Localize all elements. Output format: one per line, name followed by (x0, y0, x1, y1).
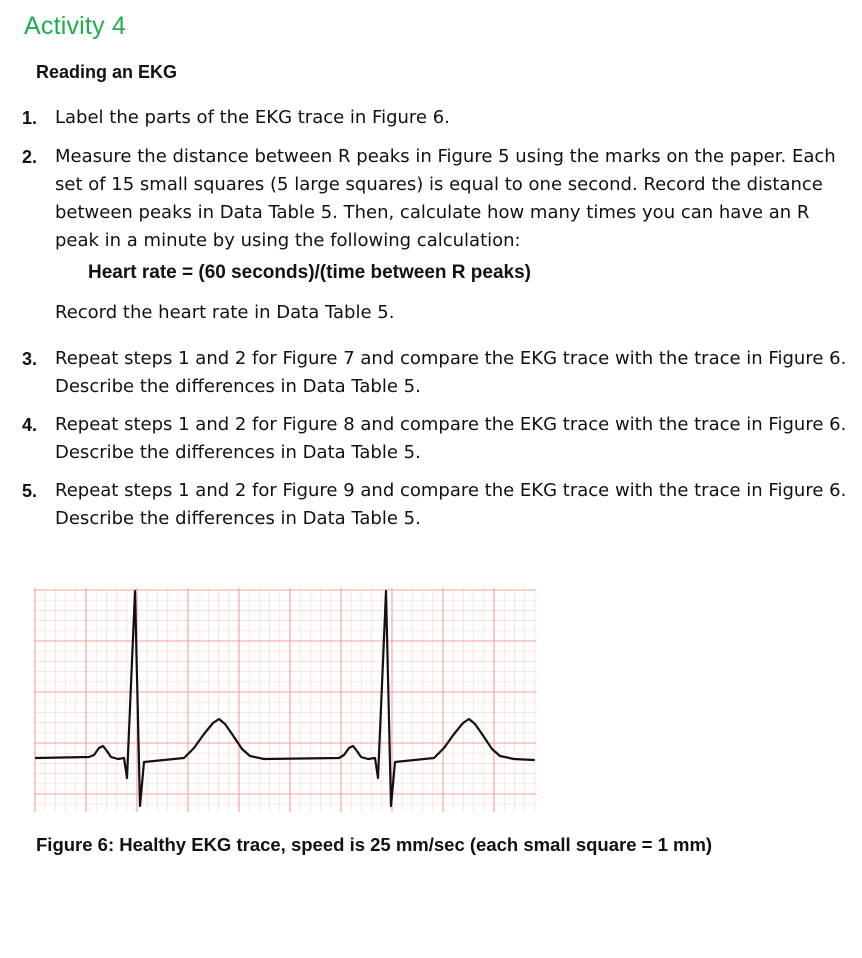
step-1 (22, 104, 852, 132)
figure-caption: Figure 6: Healthy EKG trace, speed is 25 mm/sec (each small square = 1 mm) (36, 834, 713, 855)
step-text: Repeat steps 1 and 2 for Figure 8 and compare the EKG trace with the trace in Figure 6. Describe the differences in Data Table 5. (55, 414, 847, 463)
step-5 (22, 477, 852, 533)
heart-rate-formula: Heart rate = (60 seconds)/(time between R peaks) (88, 262, 531, 283)
section-subtitle: Reading an EKG (36, 62, 178, 82)
activity-title: Activity 4 (24, 12, 127, 40)
ekg-trace-figure (34, 588, 536, 812)
record-instruction: Record the heart rate in Data Table 5. (55, 302, 395, 323)
step-2 (22, 143, 852, 255)
ekg-paper-background (34, 588, 536, 812)
step-number: 3. (22, 349, 38, 369)
step-text: Measure the distance between R peaks in Figure 5 using the marks on the paper. Each set of 15 small squares (5 large squares) is equal to one second. Record the distance between peaks in Data Table 5. Then, calculate how many times you can have an R peak in a minute by using the following calculation: (55, 146, 836, 251)
step-4 (22, 411, 852, 467)
step-text: Repeat steps 1 and 2 for Figure 9 and compare the EKG trace with the trace in Figure 6. Describe the differences in Data Table 5. (55, 480, 847, 529)
step-text: Repeat steps 1 and 2 for Figure 7 and compare the EKG trace with the trace in Figure 6. Describe the differences in Data Table 5. (55, 348, 847, 397)
step-number: 4. (22, 415, 38, 435)
step-number: 1. (22, 108, 38, 128)
step-number: 2. (22, 147, 38, 167)
step-3 (22, 345, 852, 401)
step-number: 5. (22, 481, 38, 501)
step-text: Label the parts of the EKG trace in Figure 6. (55, 107, 450, 128)
